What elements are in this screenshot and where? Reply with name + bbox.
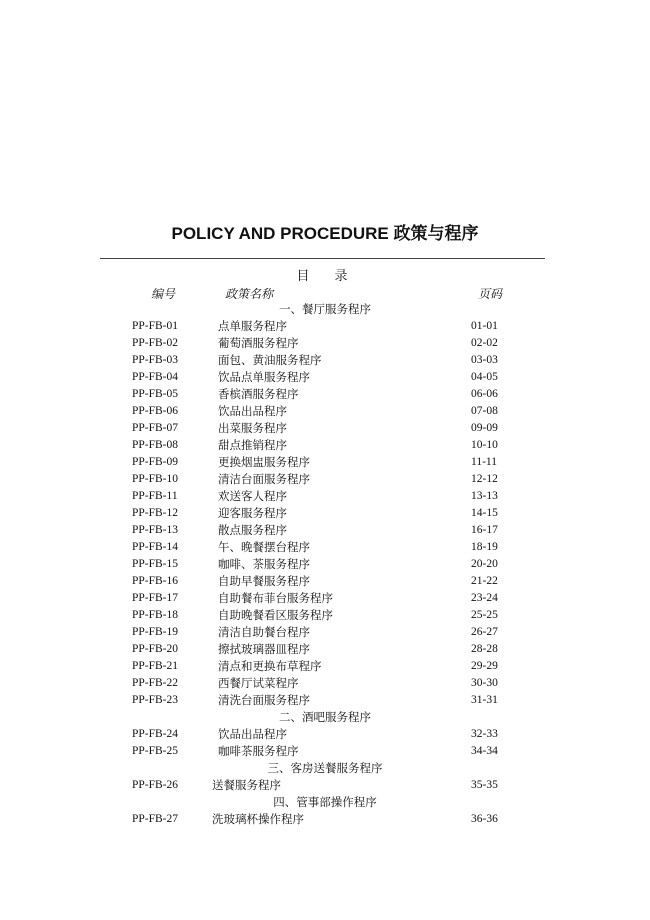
policy-name: 甜点推销程序 (218, 438, 287, 452)
policy-code: PP-FB-21 (132, 660, 179, 672)
page-range: 32-33 (471, 728, 498, 740)
toc-entry (0, 488, 650, 505)
policy-code: PP-FB-16 (132, 575, 179, 587)
policy-code: PP-FB-09 (132, 456, 179, 468)
section-title: 一、餐厅服务程序 (279, 302, 371, 316)
policy-code: PP-FB-10 (132, 473, 179, 485)
toc-entry (0, 454, 650, 471)
policy-name: 清洁台面服务程序 (218, 472, 310, 486)
page-range: 26-27 (471, 626, 498, 638)
page-range: 09-09 (471, 422, 498, 434)
page-range: 31-31 (471, 694, 498, 706)
page-range: 07-08 (471, 405, 498, 417)
toc-entry (0, 641, 650, 658)
policy-name: 饮品出品程序 (218, 404, 287, 418)
policy-code: PP-FB-23 (132, 694, 179, 706)
policy-name: 清洁自助餐台程序 (218, 625, 310, 639)
page-range: 30-30 (471, 677, 498, 689)
document-title: POLICY AND PROCEDURE 政策与程序 (171, 224, 479, 243)
page-range: 06-06 (471, 388, 498, 400)
policy-code: PP-FB-22 (132, 677, 179, 689)
column-header-code: 编号 (151, 287, 176, 301)
page-range: 18-19 (471, 541, 498, 553)
policy-name: 送餐服务程序 (212, 778, 281, 792)
toc-entry (0, 607, 650, 624)
toc-entry (0, 318, 650, 335)
page-range: 03-03 (471, 354, 498, 366)
page-range: 01-01 (471, 320, 498, 332)
policy-code: PP-FB-12 (132, 507, 179, 519)
page-range: 36-36 (471, 813, 498, 825)
policy-name: 欢送客人程序 (218, 489, 287, 503)
policy-name: 更换烟盅服务程序 (218, 455, 310, 469)
toc-entry (0, 726, 650, 743)
policy-code: PP-FB-17 (132, 592, 179, 604)
toc-entry (0, 522, 650, 539)
policy-code: PP-FB-08 (132, 439, 179, 451)
page-range: 34-34 (471, 745, 498, 757)
toc-entry (0, 335, 650, 352)
policy-name: 擦拭玻璃器皿程序 (218, 642, 310, 656)
policy-name: 自助晚餐看区服务程序 (218, 608, 333, 622)
page-range: 11-11 (471, 456, 497, 468)
policy-name: 咖啡茶服务程序 (218, 744, 299, 758)
policy-name: 自助早餐服务程序 (218, 574, 310, 588)
page-range: 16-17 (471, 524, 498, 536)
section-title: 四、管事部操作程序 (273, 795, 377, 809)
page-range: 10-10 (471, 439, 498, 451)
policy-name: 自助餐布菲台服务程序 (218, 591, 333, 605)
toc-entry (0, 658, 650, 675)
toc-entry (0, 624, 650, 641)
policy-name: 咖啡、茶服务程序 (218, 557, 310, 571)
page-range: 35-35 (471, 779, 498, 791)
toc-entry (0, 471, 650, 488)
section-title: 二、酒吧服务程序 (279, 710, 371, 724)
policy-name: 迎客服务程序 (218, 506, 287, 520)
policy-code: PP-FB-27 (132, 813, 179, 825)
policy-code: PP-FB-06 (132, 405, 179, 417)
policy-name: 清点和更换布草程序 (218, 659, 322, 673)
section-title: 三、客房送餐服务程序 (267, 761, 383, 775)
toc-section-heading (0, 794, 650, 811)
toc-entry (0, 386, 650, 403)
policy-code: PP-FB-05 (132, 388, 179, 400)
page-range: 28-28 (471, 643, 498, 655)
page-range: 21-22 (471, 575, 498, 587)
policy-code: PP-FB-15 (132, 558, 179, 570)
policy-name: 洗玻璃杯操作程序 (212, 812, 304, 826)
policy-code: PP-FB-07 (132, 422, 179, 434)
toc-list (0, 301, 650, 828)
policy-name: 午、晚餐摆台程序 (218, 540, 310, 554)
toc-entry (0, 590, 650, 607)
policy-name: 点单服务程序 (218, 319, 287, 333)
toc-entry (0, 692, 650, 709)
toc-entry (0, 505, 650, 522)
policy-code: PP-FB-26 (132, 779, 179, 791)
toc-entry (0, 675, 650, 692)
toc-entry (0, 369, 650, 386)
toc-section-heading (0, 709, 650, 726)
page-range: 29-29 (471, 660, 498, 672)
policy-code: PP-FB-18 (132, 609, 179, 621)
page-range: 04-05 (471, 371, 498, 383)
policy-code: PP-FB-03 (132, 354, 179, 366)
policy-name: 清洗台面服务程序 (218, 693, 310, 707)
toc-entry (0, 743, 650, 760)
page-range: 25-25 (471, 609, 498, 621)
policy-code: PP-FB-20 (132, 643, 179, 655)
page-range: 12-12 (471, 473, 498, 485)
policy-name: 西餐厅试菜程序 (218, 676, 299, 690)
page-range: 20-20 (471, 558, 498, 570)
toc-entry (0, 539, 650, 556)
toc-entry (0, 556, 650, 573)
policy-name: 香槟酒服务程序 (218, 387, 299, 401)
toc-entry (0, 403, 650, 420)
policy-name: 面包、黄油服务程序 (218, 353, 322, 367)
policy-name: 饮品点单服务程序 (218, 370, 310, 384)
toc-entry (0, 352, 650, 369)
policy-code: PP-FB-14 (132, 541, 179, 553)
policy-name: 散点服务程序 (218, 523, 287, 537)
policy-code: PP-FB-13 (132, 524, 179, 536)
policy-code: PP-FB-19 (132, 626, 179, 638)
policy-name: 出菜服务程序 (218, 421, 287, 435)
toc-entry (0, 420, 650, 437)
policy-code: PP-FB-11 (132, 490, 178, 502)
toc-entry (0, 437, 650, 454)
page-range: 02-02 (471, 337, 498, 349)
toc-section-heading (0, 760, 650, 777)
policy-code: PP-FB-25 (132, 745, 179, 757)
policy-code: PP-FB-04 (132, 371, 179, 383)
policy-code: PP-FB-01 (132, 320, 179, 332)
policy-name: 葡萄酒服务程序 (218, 336, 299, 350)
toc-entry (0, 811, 650, 828)
page-range: 23-24 (471, 592, 498, 604)
toc-heading (0, 265, 650, 284)
column-header-page: 页码 (478, 287, 503, 301)
page-range: 14-15 (471, 507, 498, 519)
toc-section-heading (0, 301, 650, 318)
policy-code: PP-FB-24 (132, 728, 179, 740)
toc-entry (0, 573, 650, 590)
page-range: 13-13 (471, 490, 498, 502)
toc-heading-text: 目 录 (296, 269, 354, 284)
policy-name: 饮品出品程序 (218, 727, 287, 741)
policy-code: PP-FB-02 (132, 337, 179, 349)
toc-entry (0, 777, 650, 794)
title-divider (100, 258, 545, 259)
column-header-name: 政策名称 (225, 287, 274, 301)
